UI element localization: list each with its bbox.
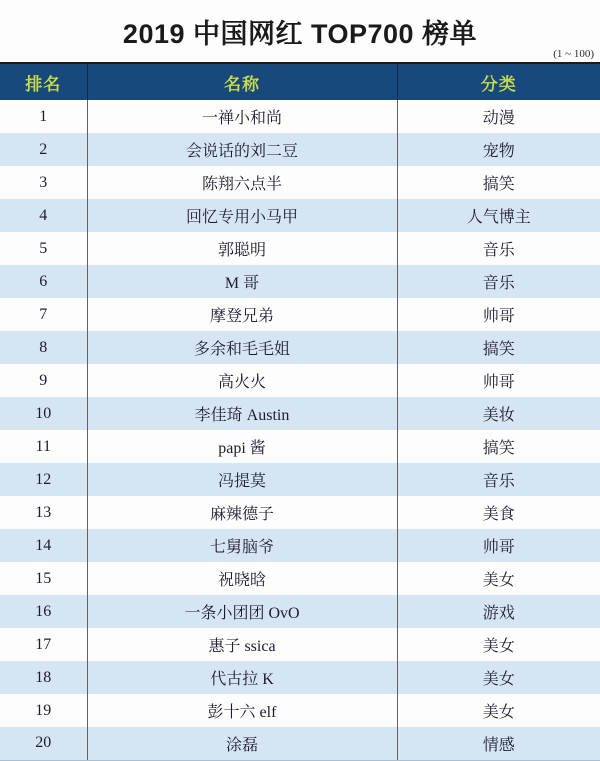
category-cell: 美食 (482, 506, 515, 523)
rank-cell: 17 (35, 635, 52, 653)
category-cell: 人气博主 (466, 209, 531, 226)
category-cell: 音乐 (482, 275, 515, 292)
rank-cell: 5 (39, 239, 48, 257)
category-cell: 美妆 (482, 407, 515, 424)
name-cell: 回忆专用小马甲 (87, 199, 397, 232)
rank-cell: 1 (39, 107, 48, 125)
rank-cell: 2 (39, 140, 48, 158)
name-cell: 郭聪明 (87, 232, 397, 265)
table-row (0, 496, 600, 529)
table-row (0, 430, 600, 463)
name-cell: 摩登兄弟 (87, 298, 397, 331)
name-cell: 彭十六 elf (87, 694, 397, 727)
table-row (0, 562, 600, 595)
rank-cell: 3 (39, 173, 48, 191)
header-name: 名称 (87, 63, 397, 100)
range-note: (1 ~ 100) (553, 48, 594, 60)
ranking-table-body (0, 100, 600, 760)
name-cell: 代古拉 K (87, 661, 397, 694)
category-cell: 音乐 (482, 242, 515, 259)
rank-cell: 13 (35, 503, 52, 521)
name-cell: 七舅脑爷 (87, 529, 397, 562)
table-row (0, 727, 600, 760)
category-cell: 搞笑 (482, 341, 515, 358)
category-cell: 宠物 (482, 143, 515, 160)
rank-cell: 4 (39, 206, 48, 224)
table-row (0, 265, 600, 298)
table-row (0, 100, 600, 133)
category-cell: 搞笑 (482, 440, 515, 457)
table-row (0, 463, 600, 496)
name-cell: 一禅小和尚 (87, 100, 397, 133)
table-row (0, 529, 600, 562)
name-cell: M 哥 (87, 265, 397, 298)
table-row (0, 364, 600, 397)
rank-cell: 7 (39, 305, 48, 323)
category-cell: 美女 (482, 638, 515, 655)
rank-cell: 8 (39, 338, 48, 356)
name-cell: 陈翔六点半 (87, 166, 397, 199)
table-row (0, 694, 600, 727)
table-row (0, 133, 600, 166)
table-row (0, 397, 600, 430)
header-category: 分类 (397, 63, 600, 100)
ranking-table (0, 62, 600, 761)
name-cell: 高火火 (87, 364, 397, 397)
table-row (0, 628, 600, 661)
name-cell: 惠子 ssica (87, 628, 397, 661)
name-cell: 祝晓晗 (87, 562, 397, 595)
name-cell: 多余和毛毛姐 (87, 331, 397, 364)
header-row (0, 63, 600, 100)
rank-cell: 10 (35, 404, 52, 422)
table-row (0, 232, 600, 265)
category-cell: 动漫 (482, 110, 515, 127)
name-cell: 冯提莫 (87, 463, 397, 496)
category-cell: 美女 (482, 572, 515, 589)
rank-cell: 20 (0, 727, 87, 760)
rank-cell: 12 (35, 470, 52, 488)
name-cell: 会说话的刘二豆 (87, 133, 397, 166)
rank-cell: 14 (35, 536, 52, 554)
rank-cell: 16 (35, 602, 52, 620)
rank-cell: 18 (35, 668, 52, 686)
name-cell: papi 酱 (87, 430, 397, 463)
rank-cell: 11 (35, 437, 51, 455)
title-bar (0, 0, 600, 62)
table-row (0, 661, 600, 694)
table-row (0, 595, 600, 628)
table-row (0, 298, 600, 331)
rank-cell: 9 (39, 371, 48, 389)
header-rank: 排名 (0, 63, 87, 100)
category-cell: 帅哥 (482, 539, 515, 556)
rank-cell: 15 (35, 569, 52, 587)
page-title: 2019 中国网红 TOP700 榜单 (122, 19, 478, 49)
name-cell: 涂磊 (87, 727, 397, 760)
category-cell: 美女 (482, 671, 515, 688)
rank-cell: 19 (35, 701, 52, 719)
category-cell: 搞笑 (482, 176, 515, 193)
table-row (0, 166, 600, 199)
name-cell: 一条小团团 OvO (87, 595, 397, 628)
category-cell: 音乐 (482, 473, 515, 490)
name-cell: 麻辣德子 (87, 496, 397, 529)
category-cell: 美女 (482, 704, 515, 721)
category-cell: 游戏 (482, 605, 515, 622)
category-cell: 帅哥 (482, 374, 515, 391)
table-row (0, 331, 600, 364)
name-cell: 李佳琦 Austin (87, 397, 397, 430)
category-cell: 情感 (397, 727, 600, 760)
table-header (0, 63, 600, 100)
rank-cell: 6 (39, 272, 48, 290)
table-row (0, 199, 600, 232)
category-cell: 帅哥 (482, 308, 515, 325)
